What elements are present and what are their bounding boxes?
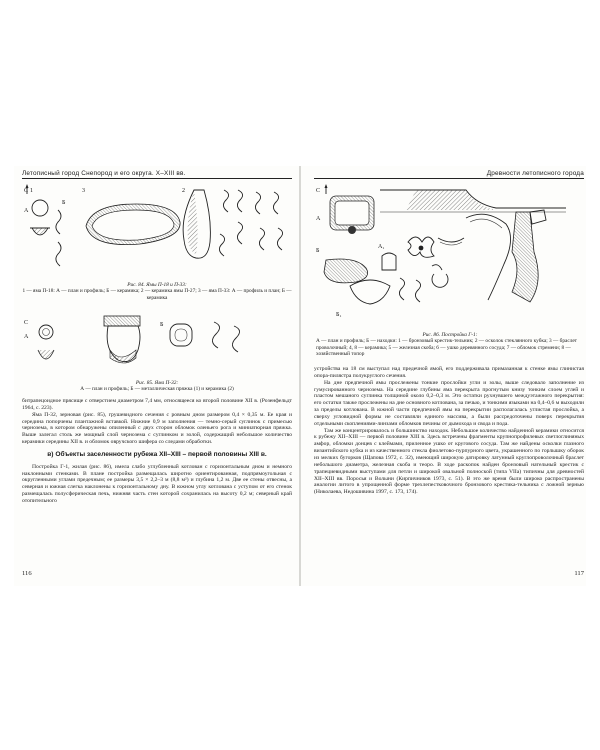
right-paragraph-2: На дне предпечной ямы прослежены тонкие прослойки угли и золы, выше следовало заполнение из гумусированного чернозема. На середине глубины яма перекрыта прогнутым книзу тонким слоем углей и пластом мешаного суглинка толщиной около 0,2–0,3 м. Это остатки рухнувшего междуэтажного перекрытия: его остатки также прослежены на дне основного котлована, за печью, и тонкими языками на 0,4–0,6 м выходили за пределы котлована. В южной части предпечной ямы на перекрытии располагалась углистая прослойка, а сверху угловидной формы не составляли единого массива, а были рассредоточены поверх перекрытия отдельными скоплениями-линзами обломков печины от дымохода и свода и пода. [314, 379, 584, 427]
fig84-label-b: Б [62, 200, 66, 206]
pit-32-section-top [104, 316, 140, 326]
sherd-profile-2 [223, 190, 228, 212]
fig85-label-a: А [24, 334, 29, 340]
fig85-label-c: С [24, 320, 29, 326]
fig84-label-a: А [24, 208, 29, 214]
left-page [22, 170, 292, 582]
figure-85-caption [22, 380, 292, 393]
fig84-caption-title: Рис. 84. Ямы П-18 и П-33: [127, 282, 187, 288]
fig84-label-1: 1 [30, 188, 33, 194]
wire-bracelet-icon [432, 265, 442, 270]
right-page [314, 170, 584, 582]
section-heading: в) Объекты заселенности рубежа XII–XIII – первой половины XIII в. [47, 450, 267, 458]
fig86-caption-body: А — план и профиль; Б — находки: 1 — бронзовый крестик-тельник; 2 — осколок стеклянного кубка; 3 — браслет проволочный; 4, 8 — керамика; 5 — железная скоба; 6 — ушко деревянного сосуда; 7 — обломок стремени; 8 — хозяйственный топор [316, 338, 577, 358]
pit-plan-circle [32, 200, 48, 216]
vessel-fragment-1 [324, 259, 368, 283]
left-paragraph-3: Постройка Г-1, жилая (рис. 86), имела слабо углубленный котлован с горизонтальным дном и немного наклонными стенками. В плане постройка размещалась широтно ориентированная, подпрямоугольная с округленными углами предечным; ее размеры 3,5 × 2,2–3 м (8,8 м²) и глубина 1,2 м. Две ее стены отвесны, а северная и южная слегка наклонены к горизонтальному дну. В южном углу котлована с уступом от его стенок размещалась полусферическая печь, нижняя часть стен которой сохранилась на высоту 0,2 м; северный край отопительного [22, 463, 292, 504]
buckle-icon [170, 324, 192, 346]
axe-icon [512, 212, 538, 302]
right-paragraph-1: устройства на 18 см выступал над предечной ямой, его поддерживала примазанная к стенке ямы глинистая опора-пилястра полукруглого сечения. [314, 366, 584, 379]
right-running-head: Древности летописного города [314, 170, 584, 179]
fig86-label-b1: Б₁ [336, 312, 342, 318]
figure-86-caption [316, 332, 584, 358]
fig86-caption-title: Рис. 86. Постройка Г-1: [422, 332, 478, 338]
sherd-profile-4 [399, 278, 404, 300]
fig84-label-3: 3 [82, 188, 85, 194]
sherd-profile-3 [212, 322, 219, 348]
right-body-text [314, 366, 584, 496]
fig84-caption-body: 1 — яма П-18: А — план и профиль; Б — керамика; 2 — керамика ямы П-27; 3 — яма П-33: А — профиль и план; Б — керамика [22, 288, 292, 301]
book-gutter [299, 166, 301, 586]
pit-profile [32, 228, 48, 235]
fig84-label-2: 2 [182, 188, 185, 194]
fig85-caption-body: А — план и профиль; Б — металлическая пряжка (1) и керамика (2) [80, 386, 234, 393]
stirrup-fragment [466, 214, 511, 300]
figure-86 [316, 182, 582, 328]
figure-85 [24, 316, 290, 374]
vessel-ear-fragment [350, 280, 390, 304]
iron-staple-icon [382, 253, 396, 270]
fig86-label-b: Б [316, 248, 320, 254]
fig85-label-b: Б [160, 322, 164, 328]
figure-84 [24, 182, 290, 278]
right-page-number: 117 [574, 570, 584, 577]
pit-32-plan [39, 325, 53, 339]
fig86-label-a1: А₁ [378, 244, 385, 250]
left-paragraph-2: Яма П-32, зерновая (рис. 85), грушевидного сечения с ровным дном размером 0,4 × 0,35 м. Ее края и середина попорчены плантажной вставкой. Нижние 0,9 м заполнения — темно-серый суглинок с примесью чернозема, в котором обнаружены опиленный с двух сторон обломок оленьего рога и миниатюрная пряжка. Выше залегал столь же мощный слой чернозема с суглинком и золой, содержащий небольшое количество керамики середины XII в. и обломок овручского шифера со следами обработки. [22, 411, 292, 446]
left-body-text [22, 398, 292, 505]
glass-cup-fragment [438, 238, 464, 242]
sherd-profile [56, 210, 61, 234]
right-paragraph-3: Там же концентрировалось и большинство находок. Небольшое количество найденной керамики относится к рубежу XII–XIII — первой половине XIII в. Здесь встречены фрагменты крупнопрофилевых светлоглиняных амфор, обломки донцев с клеймами, приленное ушко от кругового сосуда. Там же найдены осколки глазного византийского кубка и из качественного стекла фиолетово-пурпурного цвета, украшенного по горлышку оборок из мелких бугорков (Щапова 1972, с. 32), имеющий широкую датировку латунный круглопроволочный браслет небольшого диаметра, железная скоба и теоро. В ходе раскопок найден бронзовый нательный крестик с трапециевидными выступами для петли и широкой овальной полноской (типа VIIа) типичны для древностей XII–XIII вв. Поросья и Волыни (Кирпичников 1973, с. 51). В это же время были широко распространены аналогии литого в упрощенной форме трехлепестковочного бронзового крестика-тельника с ложной зернью (Николаева, Недошивина 1997, с. 173, 174). [314, 427, 584, 496]
oven-marker [348, 226, 356, 234]
fig84-label-c: С [24, 188, 29, 194]
figure-84-caption [22, 282, 292, 301]
north-arrow-icon [325, 184, 328, 194]
left-page-number: 116 [22, 570, 32, 577]
left-running-head: Летописный город Снепород и его округа. X–XIII вв. [22, 170, 292, 179]
fig86-label-a: А [316, 216, 321, 222]
fig85-caption-title: Рис. 85. Яма П-32: [135, 380, 179, 386]
left-paragraph-1: битрапецоидное прясище с отверстием диаметром 7,4 мм, относящееся ко второй половине XII в. (Розенфельдт 1964, с. 223). [22, 398, 292, 411]
fig86-label-c: С [316, 188, 321, 194]
